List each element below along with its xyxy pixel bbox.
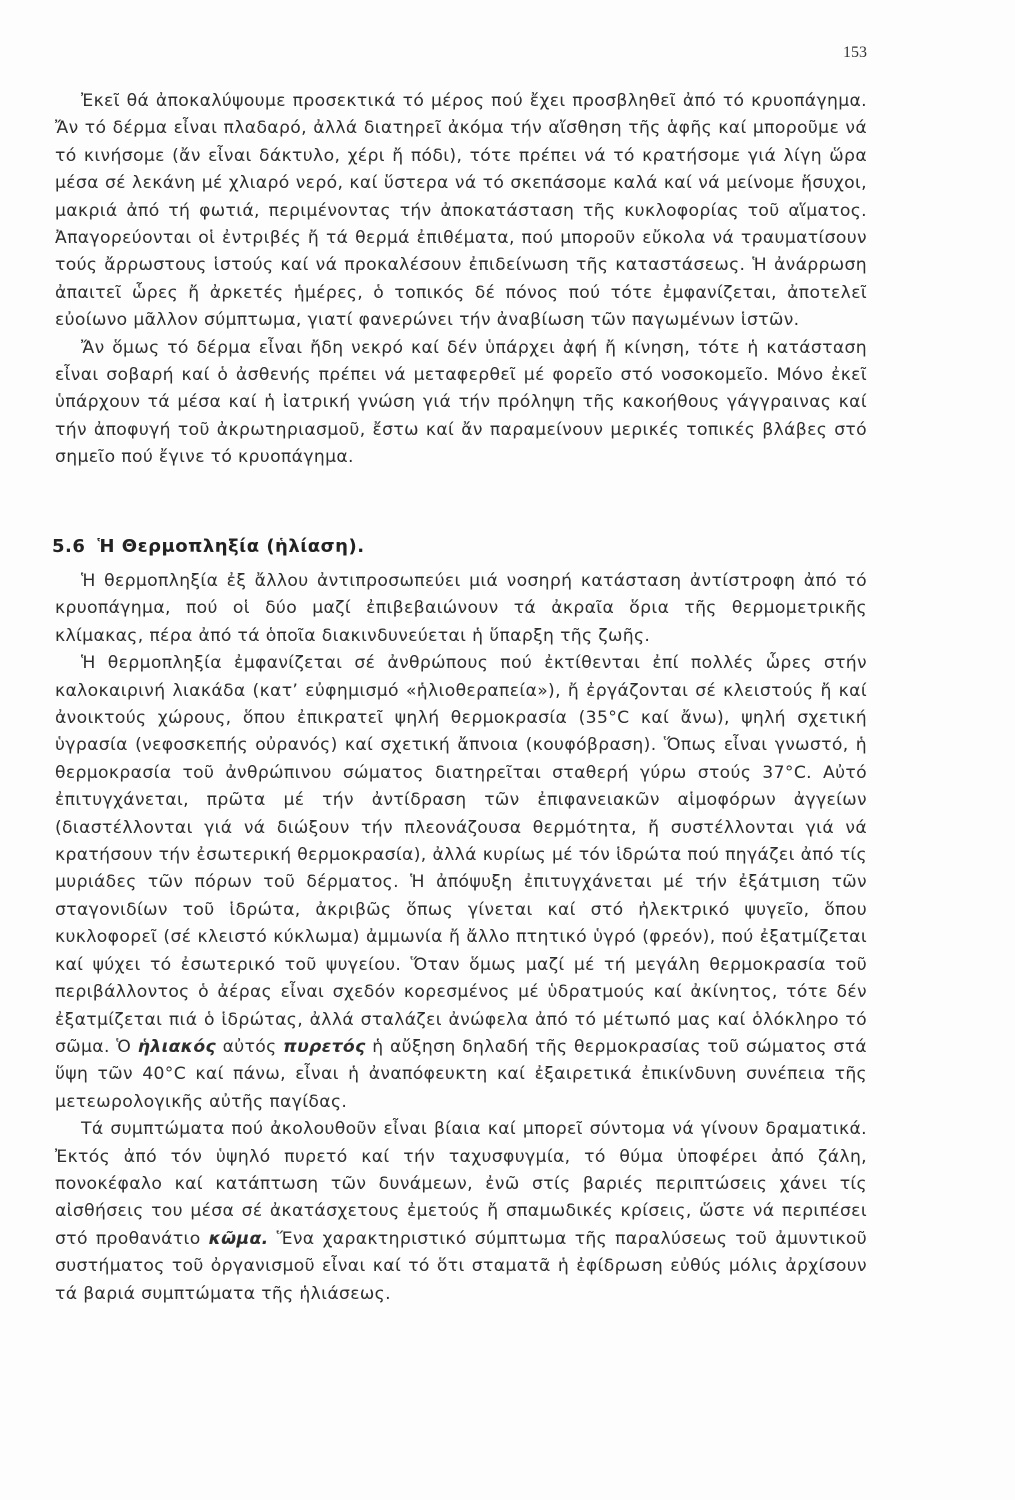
paragraph: Ἄν ὅμως τό δέρμα εἶναι ἤδη νεκρό καί δέν ὑπάρχει ἀφή ἤ κίνηση, τότε ἡ κατάσταση εἶναι σοβαρή καί ὁ ἀσθενής πρέπει νά μεταφερθεῖ μέ φορεῖο στό νοσοκομεῖο. Μόνο ἐκεῖ ὑπάρχουν τά μέσα καί ἡ ἰατρική γνώση γιά τήν πρόληψη τῆς κακοήθους γάγγραινας καί τήν ἀποφυγή τοῦ ἀκρωτηριασμοῦ, ἔστω καί ἄν παραμείνουν μερικές τοπικές βλάβες στό σημεῖο πού ἔγινε τό κρυοπάγημα. xyxy=(55,337,867,468)
section-number: 5.6 xyxy=(52,536,86,557)
emphasized-term: ἡλιακός xyxy=(137,1036,217,1057)
page-number: 153 xyxy=(843,44,867,61)
text-run: Ἕνα χαρακτηριστικό σύμπτωμα τῆς παραλύσεως τοῦ ἀμυντικοῦ συστήματος τοῦ ὀργανισμοῦ εἶναι καί τό ὅτι σταματᾶ ἡ ἐφίδρωση εὐθύς μόλις ἀρχίσουν τά βαριά συμπτώματα τῆς ἡλιάσεως. xyxy=(55,1228,867,1304)
text-run: αὐτός xyxy=(222,1036,277,1057)
text-block-frostbite xyxy=(55,88,867,472)
section-heading xyxy=(52,536,365,557)
text-run: Ἡ θερμοπληξία ἐμφανίζεται σέ ἀνθρώπους πού ἐκτίθενται ἐπί πολλές ὧρες στήν καλοκαιρινή λιακάδα (κατ’ εὐφημισμό «ἡλιοθεραπεία»), ἤ ἐργάζονται σέ κλειστούς ἤ καί ἀνοικτούς χώρους, ὅπου ἐπικρατεῖ ψηλή θερμοκρασία (35°C καί ἄνω), ψηλή σχετική ὑγρασία (νεφοσκεπής οὐρανός) καί σχετική ἄπνοια (κουφόβραση). Ὅπως εἶναι γνωστό, ἡ θερμοκρασία τοῦ ἀνθρώπινου σώματος διατηρεῖται σταθερή γύρω στούς 37°C. Αὐτό ἐπιτυγχάνεται, πρῶτα μέ τήν ἀντίδραση τῶν ἐπιφανειακῶν αἱμοφόρων ἀγγείων (διαστέλλονται γιά νά διώξουν τήν πλεονάζουσα θερμότητα, ἤ συστέλλονται γιά νά κρατήσουν τήν ἐσωτερική θερμοκρασία), ἀλλά κυρίως μέ τόν ἱδρώτα πού πηγάζει ἀπό τίς μυριάδες τῶν πόρων τοῦ δέρματος. Ἡ ἀπόψυξη ἐπιτυγχάνεται μέ τήν ἐξάτμιση τῶν σταγονιδίων τοῦ ἱδρώτα, ἀκριβῶς ὅπως γίνεται καί στό ἠλεκτρικό ψυγεῖο, ὅπου κυκλοφορεῖ (σέ κλειστό κύκλωμα) ἀμμωνία ἤ ἄλλο πτητικό ὑγρό (φρεόν), πού ἐξατμίζεται καί ψύχει τό ἐσωτερικό τοῦ ψυγείου. Ὅταν ὅμως μαζί μέ τή μεγάλη θερμοκρασία τοῦ περιβάλλοντος ὁ ἀέρας εἶναι σχεδόν κορεσμένος μέ ὑδρατμούς καί ἀκίνητος, τότε δέν ἐξατμίζεται πιά ὁ ἱδρώτας, ἀλλά σταλάζει ἀνώφελα ἀπό τό μέτωπό μας καί ὁλόκληρο τό σῶμα. Ὁ xyxy=(55,653,867,1057)
paragraph: Ἡ θερμοπληξία ἐξ ἄλλου ἀντιπροσωπεύει μιά νοσηρή κατάσταση ἀντίστροφη ἀπό τό κρυοπάγημα, πού οἱ δύο μαζί ἐπιβεβαιώνουν τά ἀκραῖα ὅρια τῆς θερμομετρικῆς κλίμακας, πέρα ἀπό τά ὁποῖα διακινδυνεύεται ἡ ὕπαρξη τῆς ζωῆς. xyxy=(55,571,867,646)
emphasized-term: πυρετός xyxy=(283,1036,366,1057)
paragraph xyxy=(55,1116,867,1308)
text-block-heatstroke xyxy=(55,568,867,1308)
emphasized-term: κῶμα. xyxy=(208,1228,269,1249)
text-run: ἡ αὔξηση δηλαδή τῆς θερμοκρασίας τοῦ σώματος στά ὕψη τῶν 40°C καί πάνω, εἶναι ἡ ἀναπόφευκτη καί ἐξαιρετικά ἐπικίνδυνη συνέπεια τῆς μετεωρολογικῆς αὐτῆς παγίδας. xyxy=(55,1036,867,1112)
paragraph xyxy=(55,650,867,1116)
text-run: Τά συμπτώματα πού ἀκολουθοῦν εἶναι βίαια καί μπορεῖ σύντομα νά γίνουν δραματικά. Ἐκτός ἀπό τόν ὑψηλό πυρετό καί τήν ταχυσφυγμία, τό θύμα ὑποφέρει ἀπό ζάλη, πονοκέφαλο καί κατάπτωση τῶν δυνάμεων, ἐνῶ στίς βαριές περιπτώσεις χάνει τίς αἰσθήσεις του μέσα σέ ἀκατάσχετους ἐμετούς ἤ σπαμωδικές κρίσεις, ὥστε νά περιπέσει στό προθανάτιο xyxy=(55,1119,867,1249)
paragraph: Ἐκεῖ θά ἀποκαλύψουμε προσεκτικά τό μέρος πού ἔχει προσβληθεῖ ἀπό τό κρυοπάγημα. Ἄν τό δέρμα εἶναι πλαδαρό, ἀλλά διατηρεῖ ἀκόμα τήν αἴσθηση τῆς ἁφῆς καί μποροῦμε νά τό κινήσομε (ἄν εἶναι δάκτυλο, χέρι ἤ πόδι), τότε πρέπει νά τό κρατήσομε γιά λίγη ὥρα μέσα σέ λεκάνη μέ χλιαρό νερό, καί ὕστερα νά τό σκεπάσομε καλά καί νά μείνομε ἥσυχοι, μακριά ἀπό τή φωτιά, περιμένοντας τήν ἀποκατάσταση τῆς κυκλοφορίας τοῦ αἵματος. Ἀπαγορεύονται οἱ ἐντριβές ἤ τά θερμά ἐπιθέματα, πού μποροῦν εὔκολα νά τραυματίσουν τούς ἄρρωστους ἱστούς καί νά προκαλέσουν ἐπιδείνωση τῆς καταστάσεως. Ἡ ἀνάρρωση ἀπαιτεῖ ὧρες ἤ ἀρκετές ἡμέρες, ὁ τοπικός δέ πόνος πού τότε ἐμφανίζεται, ἀποτελεῖ εὐοίωνο μᾶλλον σύμπτωμα, γιατί φανερώνει τήν ἀναβίωση τῶν παγωμένων ἱστῶν. xyxy=(55,91,867,331)
section-title: Ἡ Θερμοπληξία (ἡλίαση). xyxy=(97,536,365,557)
